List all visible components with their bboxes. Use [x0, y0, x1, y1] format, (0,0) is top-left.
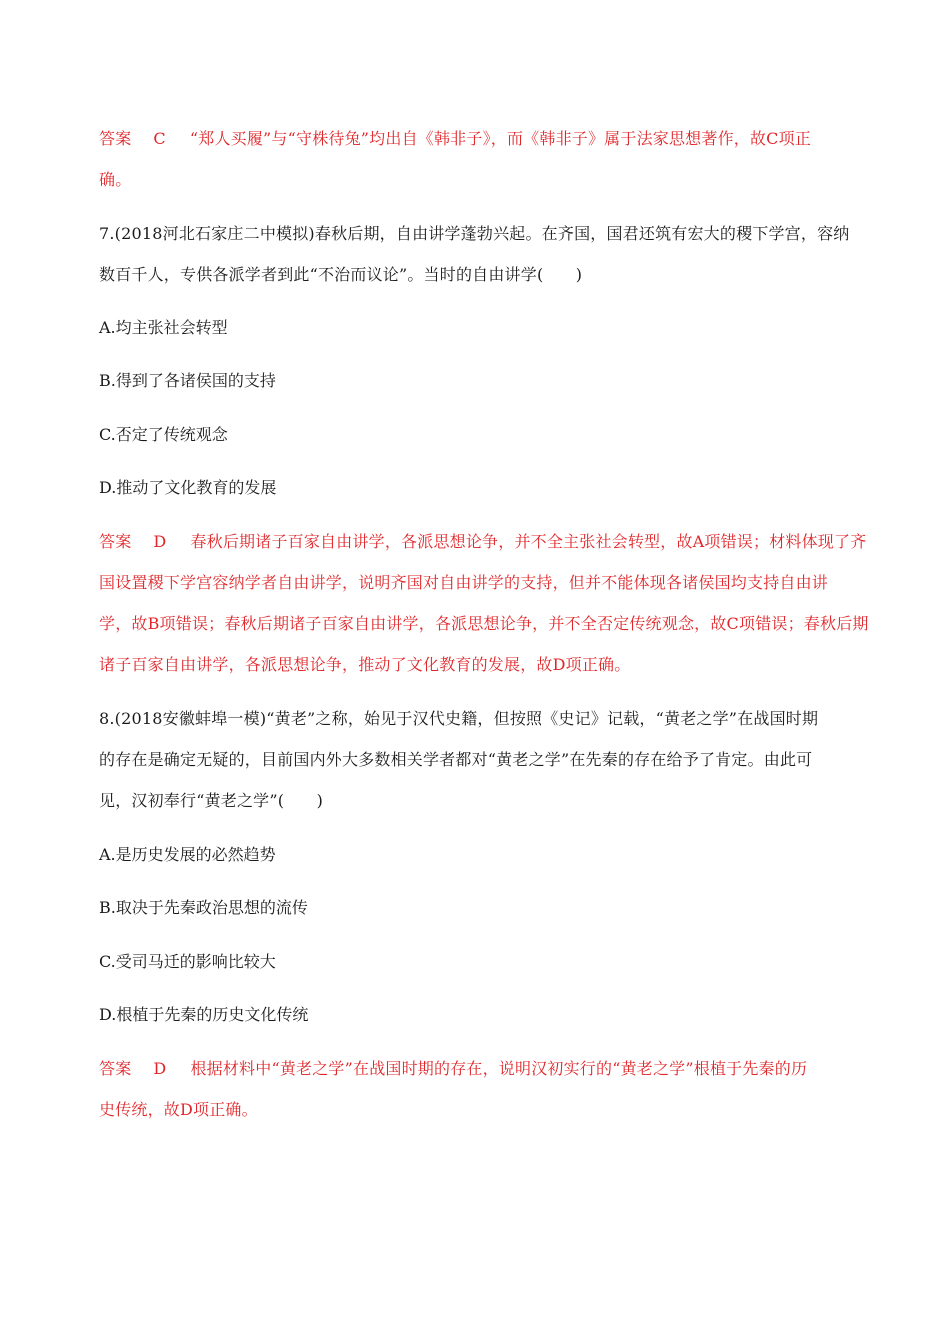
- answer-label: 答案: [99, 532, 132, 551]
- answer-text: 春秋后期诸子百家自由讲学，各派思想论争，并不全主张社会转型，故A项错误；材料体现了齐: [190, 532, 867, 551]
- question-7-option-a: A.均主张社会转型: [99, 318, 228, 337]
- answer-6-line-2: 确。: [99, 170, 132, 189]
- question-7-option-d: D.推动了文化教育的发展: [99, 478, 277, 497]
- question-8-option-b: B.取决于先秦政治思想的流传: [99, 898, 308, 917]
- question-7: [99, 213, 851, 295]
- question-7-option-b: B.得到了各诸侯国的支持: [99, 371, 276, 390]
- answer-6-line-1: [99, 118, 851, 159]
- answer-label: 答案: [99, 129, 132, 148]
- answer-7-line-3: 学，故B项错误；春秋后期诸子百家自由讲学，各派思想论争，并不全否定传统观念，故C项错误；春秋后期: [99, 614, 869, 633]
- answer-7-line-1: [99, 521, 867, 562]
- question-7-option-c: C.否定了传统观念: [99, 425, 228, 444]
- question-8: [99, 698, 851, 821]
- answer-7: [99, 521, 869, 685]
- question-7-line-1: 7.(2018河北石家庄二中模拟)春秋后期，自由讲学蓬勃兴起。在齐国，国君还筑有宏大的稷下学宫，容纳: [99, 224, 850, 243]
- answer-letter: D: [153, 1059, 167, 1078]
- answer-text: 根据材料中“黄老之学”在战国时期的存在，说明汉初实行的“黄老之学”根植于先秦的历: [190, 1059, 808, 1078]
- answer-label: 答案: [99, 1059, 132, 1078]
- answer-letter: D: [153, 532, 167, 551]
- answer-letter: C: [153, 129, 166, 148]
- answer-6: [99, 118, 851, 200]
- question-8-line-3: 见，汉初奉行“黄老之学”( ): [99, 791, 324, 810]
- question-7-line-2: 数百千人，专供各派学者到此“不治而议论”。当时的自由讲学( ): [99, 265, 583, 284]
- answer-8: [99, 1048, 851, 1130]
- question-8-option-c: C.受司马迁的影响比较大: [99, 952, 276, 971]
- question-8-line-1: 8.(2018安徽蚌埠一模)“黄老”之称，始见于汉代史籍，但按照《史记》记载，“黄老之学”在战国时期: [99, 709, 819, 728]
- question-8-option-a: A.是历史发展的必然趋势: [99, 845, 276, 864]
- question-8-option-d: D.根植于先秦的历史文化传统: [99, 1005, 309, 1024]
- question-8-line-2: 的存在是确定无疑的，目前国内外大多数相关学者都对“黄老之学”在先秦的存在给予了肯定。由此可: [99, 750, 813, 769]
- answer-7-line-2: 国设置稷下学宫容纳学者自由讲学，说明齐国对自由讲学的支持，但并不能体现各诸侯国均支持自由讲: [99, 573, 829, 592]
- answer-7-line-4: 诸子百家自由讲学，各派思想论争，推动了文化教育的发展，故D项正确。: [99, 655, 631, 674]
- answer-8-line-2: 史传统，故D项正确。: [99, 1100, 258, 1119]
- answer-8-line-1: [99, 1048, 851, 1089]
- answer-text: “郑人买履”与“守株待兔”均出自《韩非子》，而《韩非子》属于法家思想著作，故C项正: [189, 129, 812, 148]
